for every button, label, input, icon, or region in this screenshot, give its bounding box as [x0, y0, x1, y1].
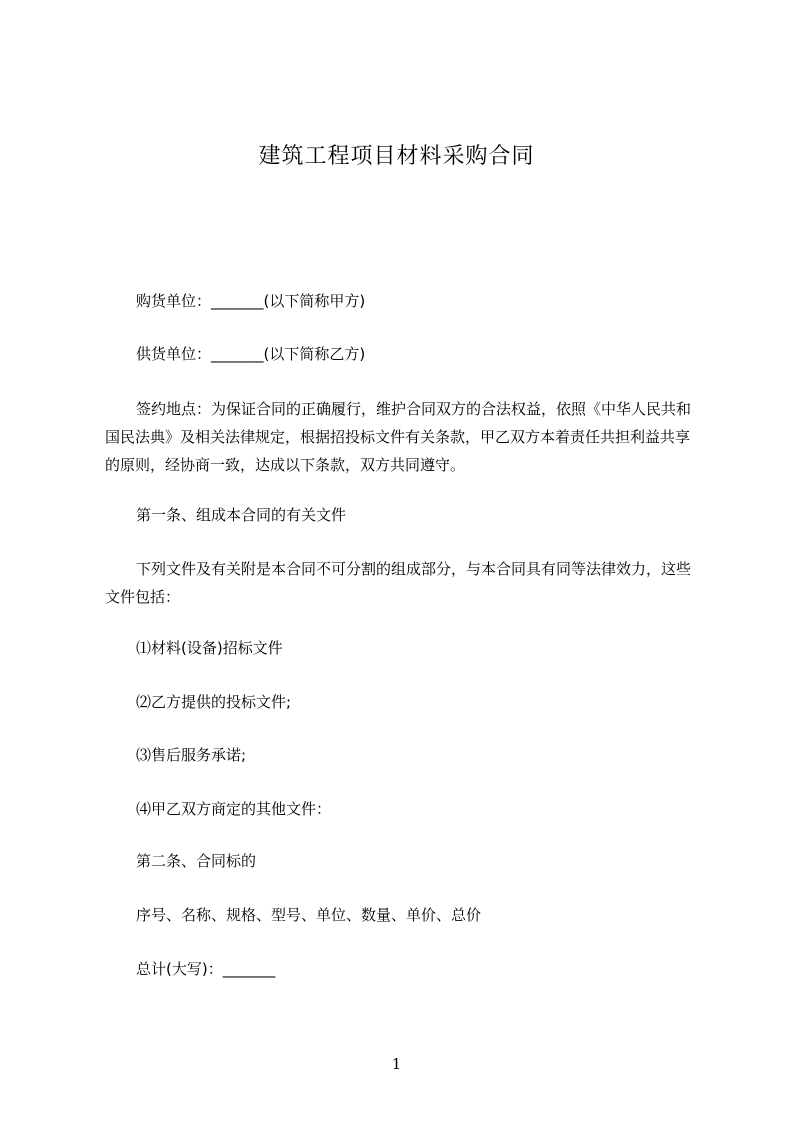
list-item-4: ⑷甲乙双方商定的其他文件：: [136, 800, 332, 818]
supplier-line: 供货单位：_______(以下简称乙方): [136, 345, 366, 363]
page-number: 1: [391, 1055, 402, 1073]
list-item-1: ⑴材料(设备)招标文件: [136, 639, 283, 657]
article-one-body: 下列文件及有关附是本合同不可分割的组成部分，与本合同具有同等法律效力，这些文件包括：: [105, 560, 692, 606]
article-two-heading: 第二条、合同标的: [136, 852, 257, 870]
total-amount-line: 总计(大写)：_______: [136, 960, 276, 978]
item-columns-line: 序号、名称、规格、型号、单位、数量、单价、总价: [136, 906, 482, 924]
list-item-2: ⑵乙方提供的投标文件;: [136, 693, 292, 711]
signing-location-paragraph: 签约地点：为保证合同的正确履行，维护合同双方的合法权益，依照《中华人民共和国民法典》及相关法律规定，根据招投标文件有关条款，甲乙双方本着责任共担利益共享的原则，经协商一致，达成以下条款，双方共同遵守。: [105, 400, 692, 474]
document-title: 建筑工程项目材料采购合同: [258, 144, 535, 169]
list-item-3: ⑶售后服务承诺;: [136, 746, 247, 764]
purchaser-line: 购货单位：_______(以下简称甲方): [136, 292, 366, 310]
article-one-heading: 第一条、组成本合同的有关文件: [136, 506, 347, 524]
